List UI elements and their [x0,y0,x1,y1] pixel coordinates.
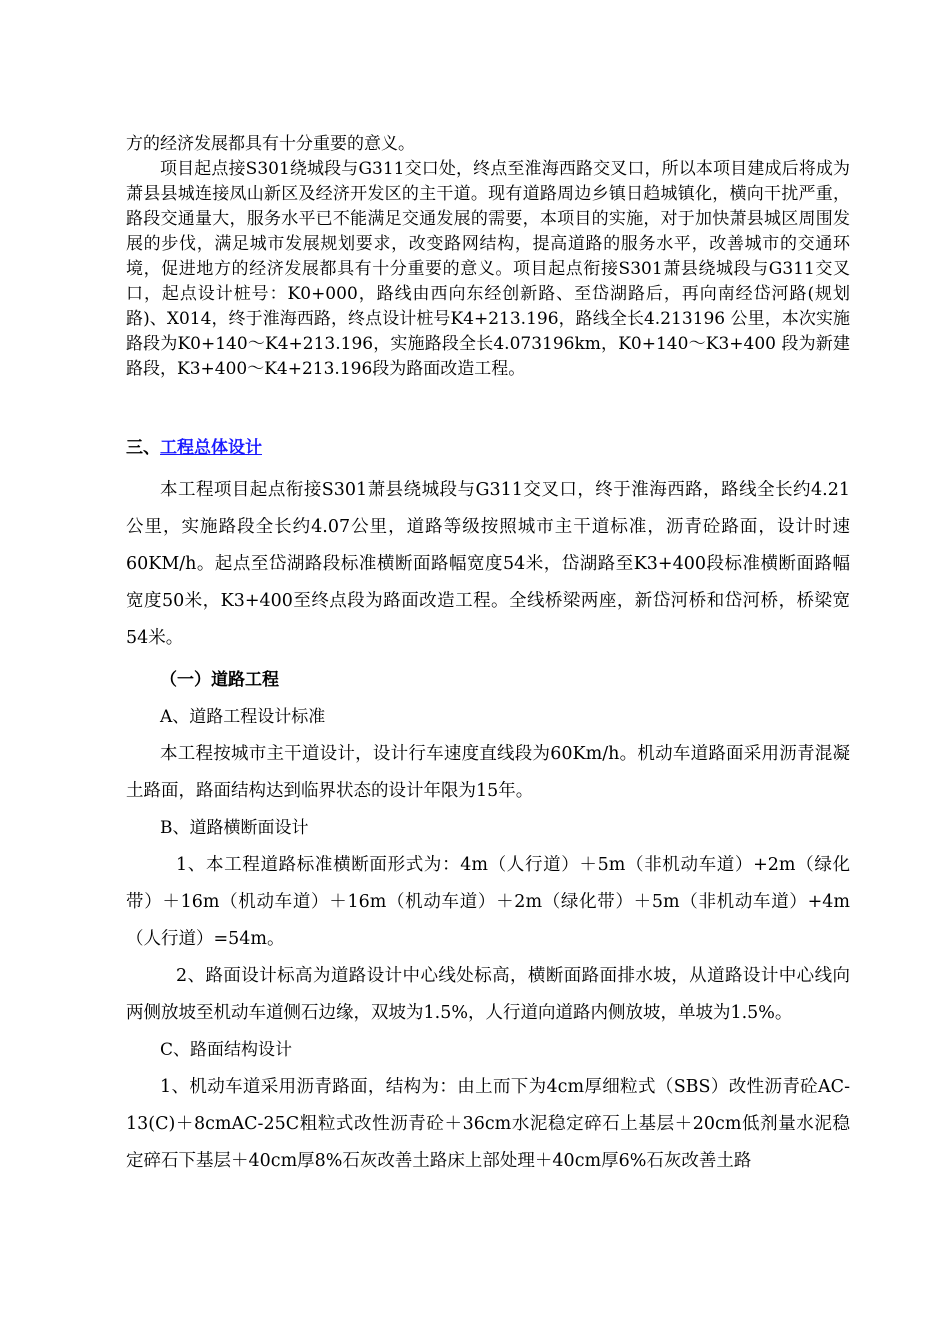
paragraph-b1: 1、本工程道路标准横断面形式为：4m（人行道）＋5m（非机动车道）+2m（绿化带）＋16m（机动车道）＋16m（机动车道）＋2m（绿化带）＋5m（非机动车道）+4m（人行道）=54m。 [126,855,850,949]
paragraph-project-overview: 项目起点接S301绕城段与G311交口处，终点至淮海西路交叉口，所以本项目建成后将成为萧县县城连接凤山新区及经济开发区的主干道。现有道路周边乡镇日趋城镇化，横向干扰严重，路段交通量大，服务水平已不能满足交通发展的需要，本项目的实施，对于加快萧县城区周围发展的步伐，满足城市发展规划要求，改变路网结构，提高道路的服务水平，改善城市的交通环境，促进地方的经济发展都具有十分重要的意义。项目起点衔接S301萧县绕城段与G311交叉口，起点设计桩号：K0+000，路线由西向东经创新路、至岱湖路后，再向南经岱河路(规划路)、X014，终于淮海西路，终点设计桩号K4+213.196，路线全长4.213196 公里，本次实施路段为K0+140～K4+213.196，实施路段全长4.073196km，K0+140～K3+400 段为新建路段，K3+400～K4+213.196段为路面改造工程。 [126,159,850,379]
subheading-c: C、路面结构设计 [160,1040,293,1060]
paragraph-b2: 2、路面设计标高为道路设计中心线处标高，横断面路面排水坡，从道路设计中心线向两侧放坡至机动车道侧石边缘，双坡为1.5%，人行道向道路内侧放坡，单坡为1.5%。 [126,966,850,1023]
paragraph-section-intro: 本工程项目起点衔接S301萧县绕城段与G311交叉口，终于淮海西路，路线全长约4.21公里，实施路段全长约4.07公里，道路等级按照城市主干道标准，沥青砼路面，设计时速60KM/h。起点至岱湖路段标准横断面路幅宽度54米，岱湖路至K3+400段标准横断面路幅宽度50米，K3+400至终点段为路面改造工程。全线桥梁两座，新岱河桥和岱河桥，桥梁宽54米。 [126,480,850,648]
paragraph-a: 本工程按城市主干道设计，设计行车速度直线段为60Km/h。机动车道路面采用沥青混凝土路面，路面结构达到临界状态的设计年限为15年。 [126,744,850,801]
section-title-link[interactable]: 工程总体设计 [160,438,262,458]
subheading-road-engineering: （一）道路工程 [160,670,279,690]
paragraph-c: 1、机动车道采用沥青路面，结构为：由上而下为4cm厚细粒式（SBS）改性沥青砼AC-13(C)＋8cmAC-25C粗粒式改性沥青砼＋36cm水泥稳定碎石上基层＋20cm低剂量水泥稳定碎石下基层＋40cm厚8%石灰改善土路床上部处理＋40cm厚6%石灰改善土路 [126,1077,850,1171]
subheading-b: B、道路横断面设计 [160,818,309,838]
section-number: 三、 [126,438,160,458]
section-heading [126,434,850,462]
subheading-a: A、道路工程设计标准 [160,707,326,727]
paragraph-continuation: 方的经济发展都具有十分重要的意义。 [126,134,415,154]
